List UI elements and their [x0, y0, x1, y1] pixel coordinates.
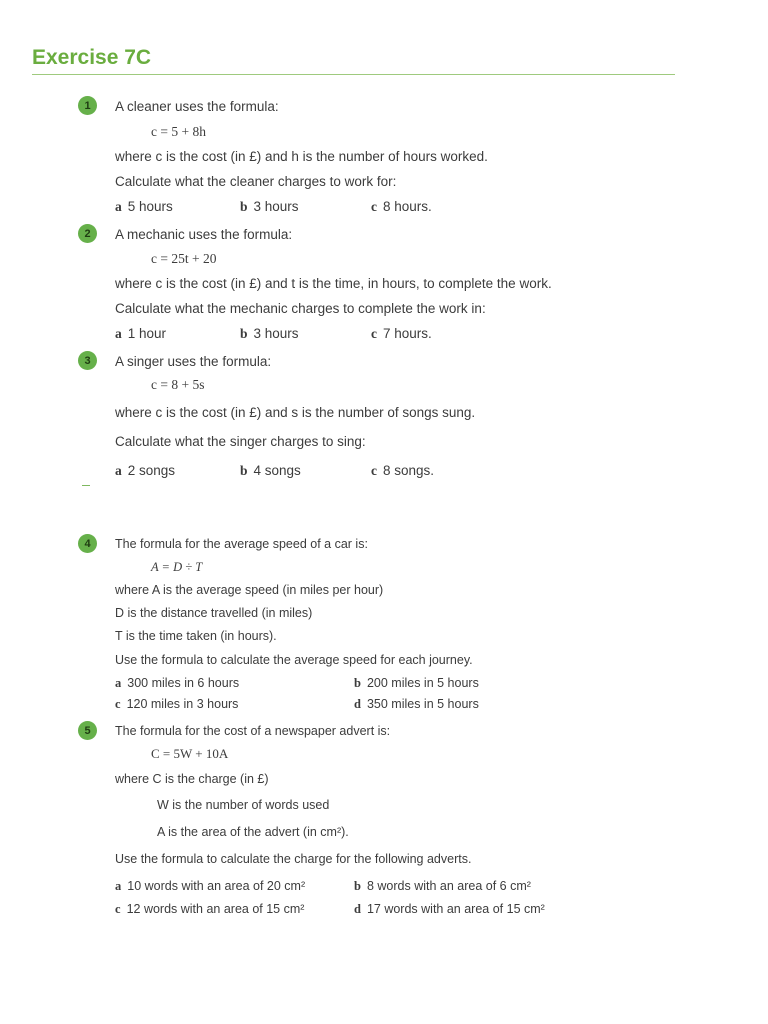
q3-intro: A singer uses the formula: — [115, 354, 272, 369]
q4-task: Use the formula to calculate the average speed for each journey. — [115, 653, 473, 667]
q4-where-line-1: where A is the average speed (in miles per hour) — [115, 583, 384, 597]
q5-intro: The formula for the cost of a newspaper advert is: — [115, 724, 391, 738]
question-number-5: 5 — [78, 721, 97, 740]
q2-where: where c is the cost (in £) and t is the time, in hours, to complete the work. — [115, 276, 552, 291]
question-number-1: 1 — [78, 96, 97, 115]
q1-task: Calculate what the cleaner charges to work for: — [115, 174, 397, 189]
q3-part-b: b 4 songs — [240, 463, 301, 478]
q3-where: where c is the cost (in £) and s is the number of songs sung. — [115, 405, 476, 420]
question-number-2: 2 — [78, 224, 97, 243]
q4-where-line-3: T is the time taken (in hours). — [115, 629, 277, 643]
q4-intro: The formula for the average speed of a car is: — [115, 537, 368, 551]
q3-part-c: c 8 songs. — [371, 463, 435, 478]
q2-task: Calculate what the mechanic charges to complete the work in: — [115, 301, 486, 316]
q5-part-c: c 12 words with an area of 15 cm² — [115, 902, 305, 916]
question-number-4: 4 — [78, 534, 97, 553]
q4-part-a: a 300 miles in 6 hours — [115, 676, 240, 690]
q2-part-c: c 7 hours. — [371, 326, 432, 341]
q5-where-line-2: W is the number of words used — [157, 798, 330, 812]
exercise-title: Exercise 7C — [32, 46, 152, 69]
q4-formula: A = D ÷ T — [151, 560, 203, 574]
q5-where-line-3: A is the area of the advert (in cm²). — [157, 825, 349, 839]
q2-part-b: b 3 hours — [240, 326, 299, 341]
q3-formula: c = 8 + 5s — [151, 377, 205, 392]
q4-where-line-2: D is the distance travelled (in miles) — [115, 606, 313, 620]
q1-part-a: a 5 hours — [115, 199, 173, 214]
q5-part-d: d 17 words with an area of 15 cm² — [354, 902, 545, 916]
q3-part-a: a 2 songs — [115, 463, 176, 478]
q3-task: Calculate what the singer charges to sing: — [115, 434, 366, 449]
q1-intro: A cleaner uses the formula: — [115, 99, 279, 114]
q2-intro: A mechanic uses the formula: — [115, 227, 293, 242]
question-number-3: 3 — [78, 351, 97, 370]
q2-part-a: a 1 hour — [115, 326, 167, 341]
q5-part-b: b 8 words with an area of 6 cm² — [354, 879, 531, 893]
q1-part-b: b 3 hours — [240, 199, 299, 214]
q1-formula: c = 5 + 8h — [151, 124, 206, 139]
q5-task: Use the formula to calculate the charge for the following adverts. — [115, 852, 472, 866]
divider-mark — [82, 485, 90, 486]
q4-part-d: d 350 miles in 5 hours — [354, 697, 479, 711]
q2-formula: c = 25t + 20 — [151, 251, 217, 266]
q1-where: where c is the cost (in £) and h is the number of hours worked. — [115, 149, 488, 164]
q4-part-c: c 120 miles in 3 hours — [115, 697, 239, 711]
title-rule — [32, 74, 675, 75]
q4-part-b: b 200 miles in 5 hours — [354, 676, 479, 690]
q5-formula: C = 5W + 10A — [151, 746, 229, 761]
q5-part-a: a 10 words with an area of 20 cm² — [115, 879, 306, 893]
q5-where-line-1: where C is the charge (in £) — [115, 772, 269, 786]
q1-part-c: c 8 hours. — [371, 199, 432, 214]
